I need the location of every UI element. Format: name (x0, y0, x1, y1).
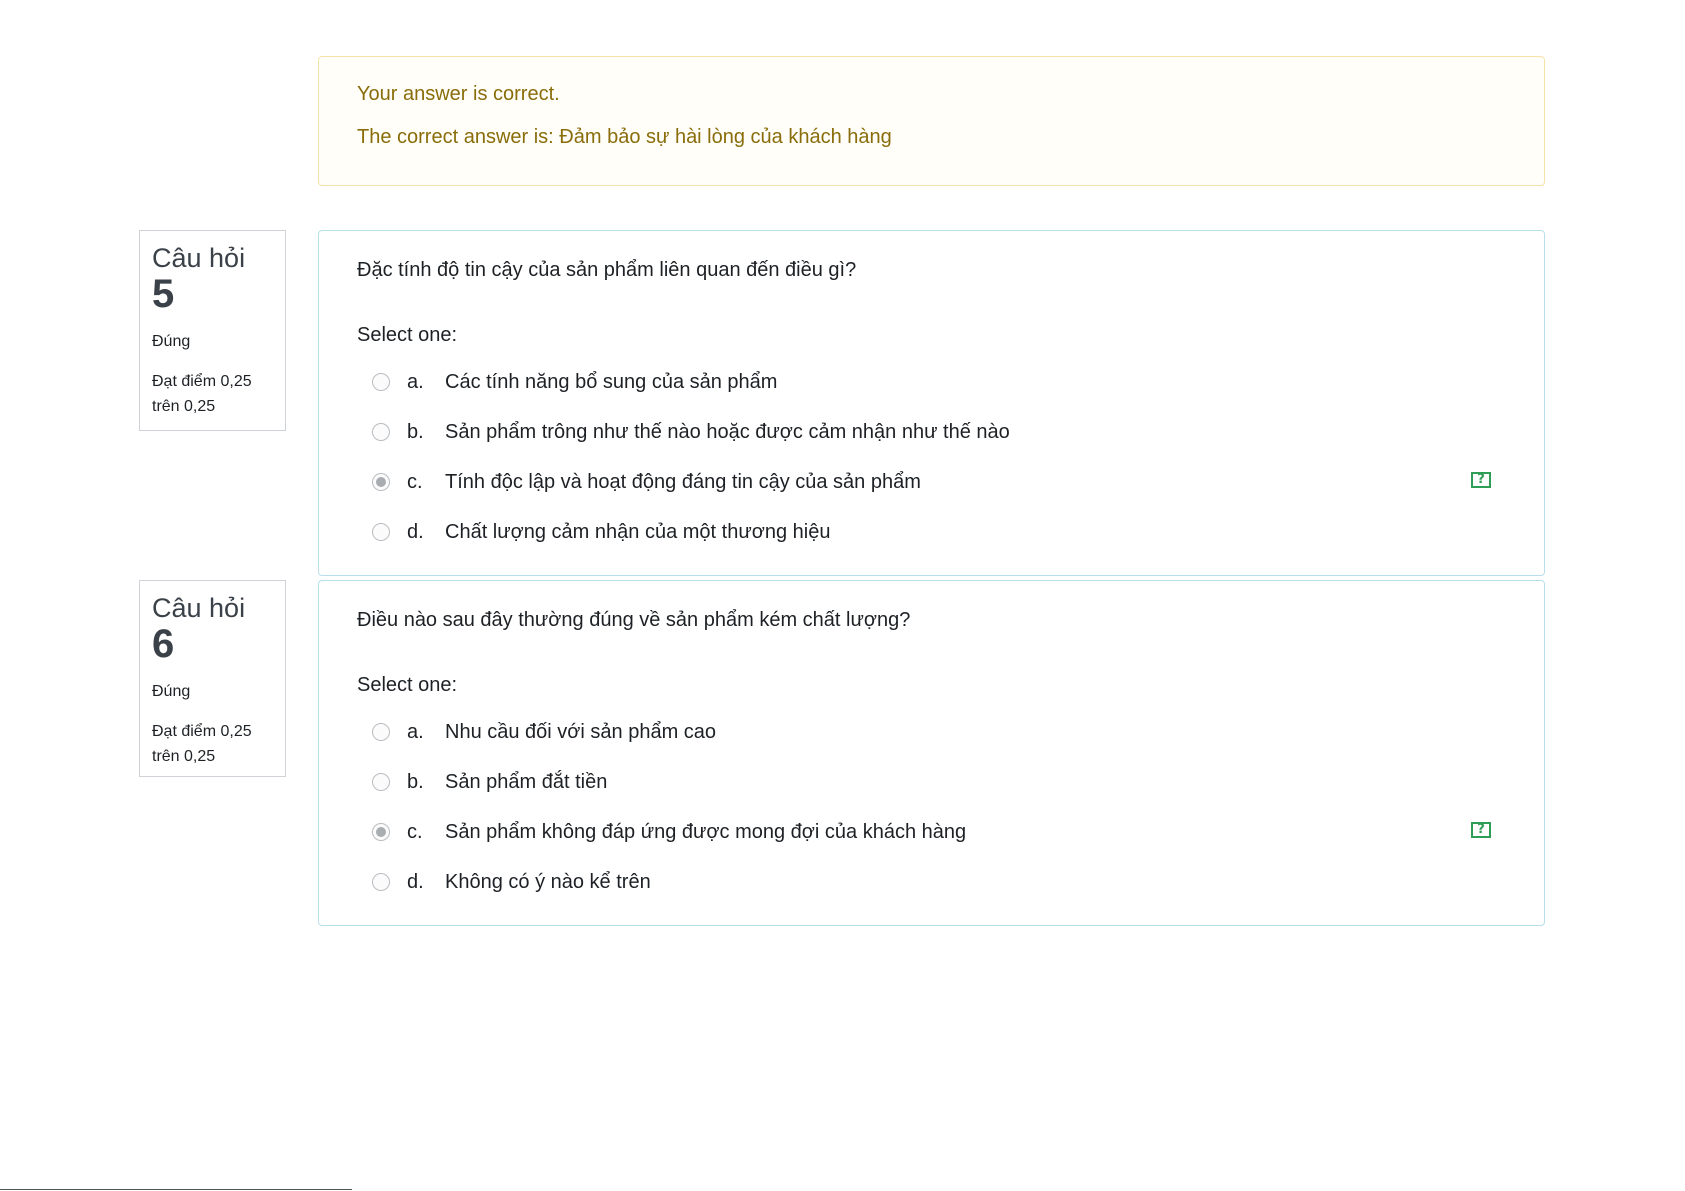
question-label: Câu hỏi (152, 243, 246, 273)
question-grade (152, 719, 274, 769)
answer-option-b[interactable] (357, 407, 1506, 457)
option-letter: d. (407, 870, 424, 893)
correct-check-icon: ? (1471, 472, 1491, 488)
question-state: Đúng (152, 683, 191, 700)
grade-line-2: trên 0,25 (152, 398, 216, 415)
option-text: Các tính năng bổ sung của sản phẩm (445, 370, 778, 393)
option-text: Sản phẩm trông như thế nào hoặc được cảm nhận như thế nào (445, 420, 1010, 443)
radio-button-selected[interactable] (372, 823, 390, 841)
radio-button[interactable] (372, 523, 390, 541)
option-text: Chất lượng cảm nhận của một thương hiệu (445, 520, 831, 543)
radio-button-selected[interactable] (372, 473, 390, 491)
option-text: Không có ý nào kể trên (445, 870, 651, 893)
option-letter: c. (407, 820, 423, 843)
question-content-6 (318, 580, 1545, 926)
question-number: 6 (152, 622, 175, 666)
question-info-6 (139, 580, 286, 777)
option-letter: b. (407, 420, 424, 443)
option-text: Sản phẩm không đáp ứng được mong đợi của khách hàng (445, 820, 967, 843)
answer-option-c[interactable] (357, 457, 1506, 507)
option-letter: a. (407, 720, 424, 743)
option-letter: b. (407, 770, 424, 793)
radio-button[interactable] (372, 723, 390, 741)
radio-button[interactable] (372, 373, 390, 391)
feedback-correct-text: Your answer is correct. (357, 83, 560, 105)
option-letter: d. (407, 520, 424, 543)
answer-option-d[interactable] (357, 507, 1506, 557)
grade-line-1: Đạt điểm 0,25 (152, 373, 252, 390)
radio-button[interactable] (372, 773, 390, 791)
bottom-divider (0, 1189, 352, 1190)
answer-option-c[interactable] (357, 807, 1506, 857)
correct-check-icon: ? (1471, 822, 1491, 838)
question-info-5 (139, 230, 286, 431)
question-number: 5 (152, 272, 175, 316)
question-label: Câu hỏi (152, 593, 246, 623)
grade-line-2: trên 0,25 (152, 748, 216, 765)
option-letter: c. (407, 470, 423, 493)
feedback-box (318, 56, 1545, 186)
question-text: Điều nào sau đây thường đúng về sản phẩm kém chất lượng? (357, 609, 911, 631)
grade-line-1: Đạt điểm 0,25 (152, 723, 252, 740)
question-text: Đặc tính độ tin cậy của sản phẩm liên quan đến điều gì? (357, 259, 857, 281)
question-content-5 (318, 230, 1545, 576)
feedback-correct-answer: The correct answer is: Đảm bảo sự hài lòng của khách hàng (357, 126, 892, 148)
option-text: Tính độc lập và hoạt động đáng tin cậy của sản phẩm (445, 470, 921, 493)
select-one-label: Select one: (357, 324, 458, 346)
select-one-label: Select one: (357, 674, 458, 696)
option-text: Nhu cầu đối với sản phẩm cao (445, 720, 717, 743)
radio-button[interactable] (372, 873, 390, 891)
answer-option-b[interactable] (357, 757, 1506, 807)
option-letter: a. (407, 370, 424, 393)
answer-option-a[interactable] (357, 707, 1506, 757)
question-grade (152, 369, 274, 419)
radio-button[interactable] (372, 423, 390, 441)
question-state: Đúng (152, 333, 191, 350)
option-text: Sản phẩm đắt tiền (445, 770, 608, 793)
answer-option-d[interactable] (357, 857, 1506, 907)
answer-option-a[interactable] (357, 357, 1506, 407)
